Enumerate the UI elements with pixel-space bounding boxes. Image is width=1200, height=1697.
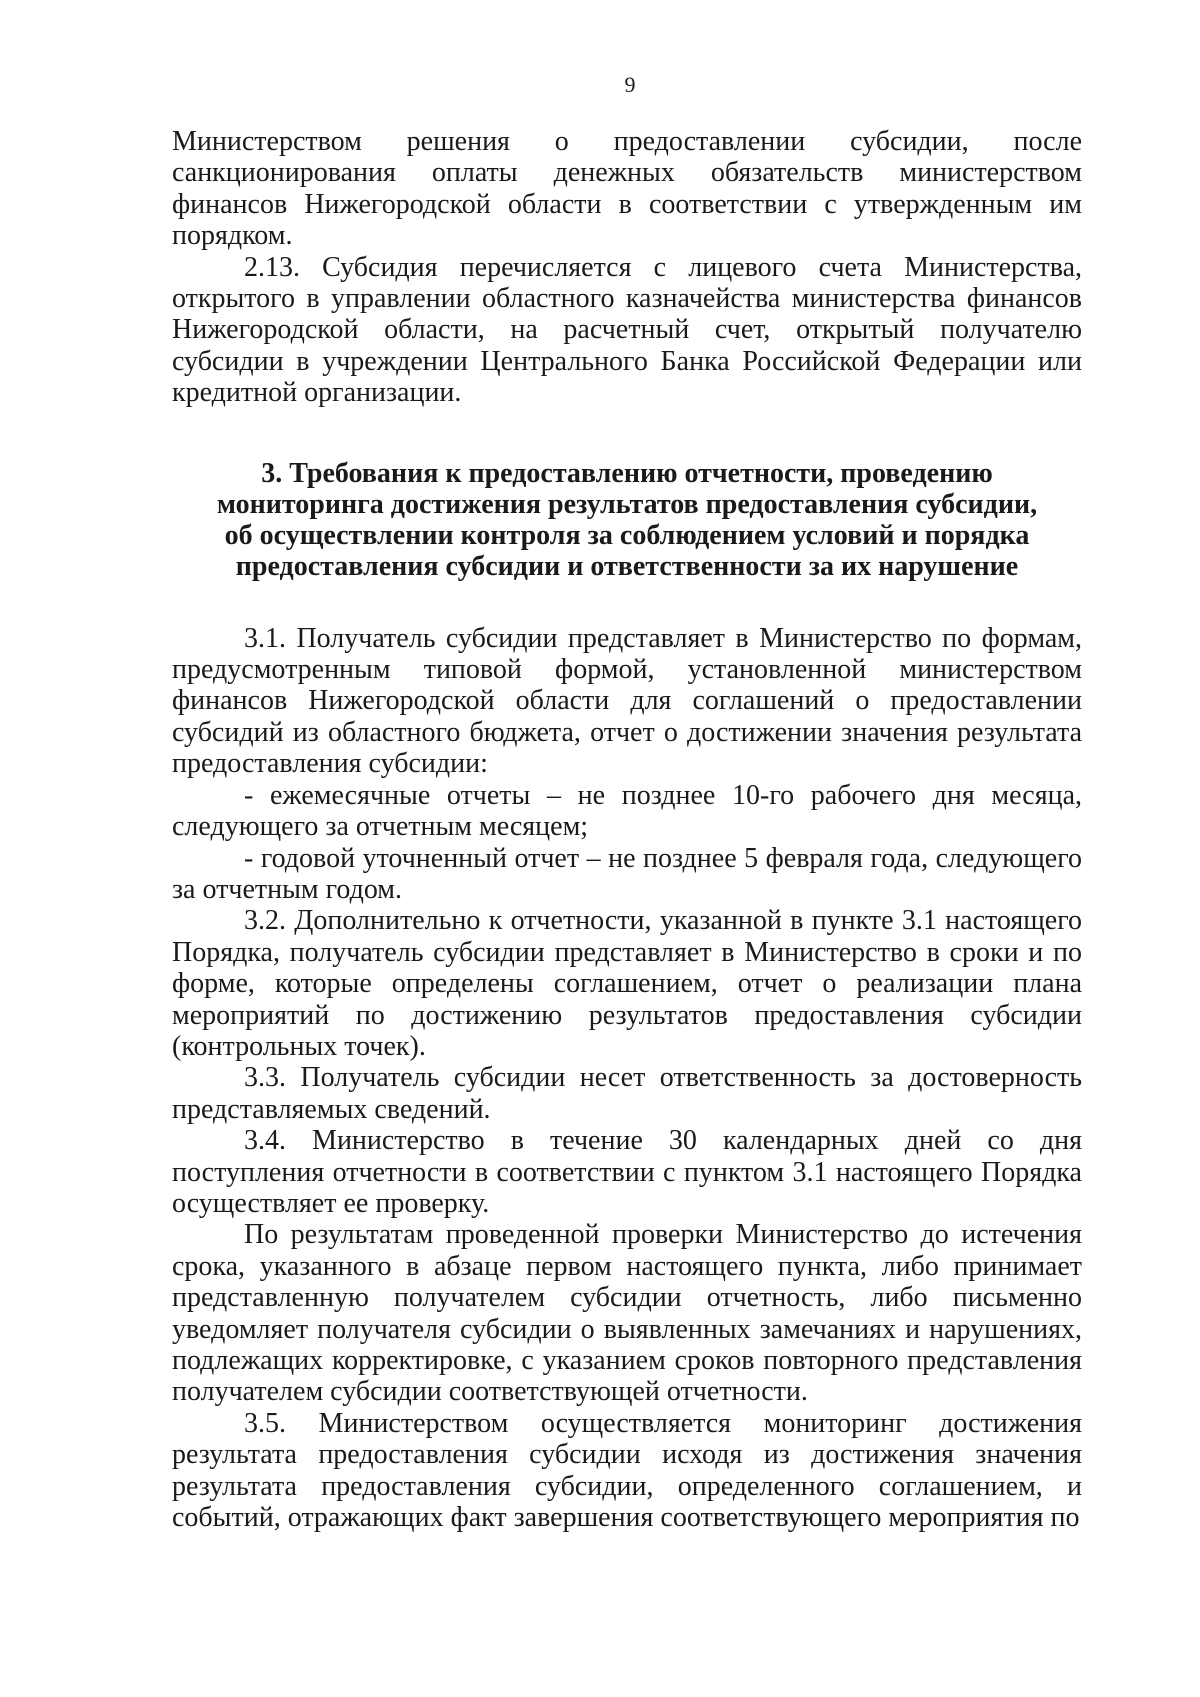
section-heading-line: об осуществлении контроля за соблюдением условий и порядка xyxy=(224,519,1030,551)
document-body xyxy=(172,126,1082,1533)
paragraph-3-4-verification: По результатам проведенной проверки Министерство до истечения срока, указанного в абзаце первом настоящего пункта, либо принимает представленную получателем субсидии отчетность, либо письменно уведомляет получателя субсидии о выявленных замечаниях и нарушениях, подлежащих корректировке, с указанием сроков повторного представления получателем субсидии соответствующей отчетности. xyxy=(172,1219,1082,1408)
paragraph-continuation: Министерством решения о предоставлении субсидии, после санкционирования оплаты денежных обязательств министерством финансов Нижегородской области в соответствии с утвержденным им порядком. xyxy=(172,126,1082,252)
paragraph-2-13: 2.13. Субсидия перечисляется с лицевого счета Министерства, открытого в управлении областного казначейства министерства финансов Нижегородской области, на расчетный счет, открытый получателю субсидии в учреждении Центрального Банка Российской Федерации или кредитной организации. xyxy=(172,251,1082,409)
paragraph-3-3: 3.3. Получатель субсидии несет ответственность за достоверность представляемых сведений. xyxy=(172,1062,1082,1125)
page-number: 9 xyxy=(624,72,636,97)
paragraph-3-4: 3.4. Министерство в течение 30 календарных дней со дня поступления отчетности в соответствии с пунктом 3.1 настоящего Порядка осуществляет ее проверку. xyxy=(172,1125,1082,1219)
section-heading-line: 3. Требования к предоставлению отчетности, проведению xyxy=(261,457,993,489)
section-heading-line: мониторинга достижения результатов предоставления субсидии, xyxy=(216,488,1038,520)
paragraph-3-1: 3.1. Получатель субсидии представляет в Министерство по формам, предусмотренным типовой формой, установленной министерством финансов Нижегородской области для соглашений о предоставлении субсидий из областного бюджета, отчет о достижении значения результата предоставления субсидии: xyxy=(172,622,1082,780)
section-heading xyxy=(172,458,1082,582)
list-item-annual-report: - годовой уточненный отчет – не позднее 5 февраля года, следующего за отчетным годом. xyxy=(172,842,1082,905)
section-heading-line: предоставления субсидии и ответственности за их нарушение xyxy=(235,550,1019,582)
list-item-monthly-reports: - ежемесячные отчеты – не позднее 10-го рабочего дня месяца, следующего за отчетным месяцем; xyxy=(172,779,1082,843)
paragraph-3-2: 3.2. Дополнительно к отчетности, указанной в пункте 3.1 настоящего Порядка, получатель субсидии представляет в Министерство в сроки и по форме, которые определены соглашением, отчет о реализации плана мероприятий по достижению результатов предоставления субсидии (контрольных точек). xyxy=(172,905,1082,1062)
paragraph-3-5: 3.5. Министерством осуществляется мониторинг достижения результата предоставления субсидии исходя из достижения значения результата предоставления субсидии, определенного соглашением, и событий, отражающих факт завершения соответствующего мероприятия по xyxy=(172,1407,1082,1534)
